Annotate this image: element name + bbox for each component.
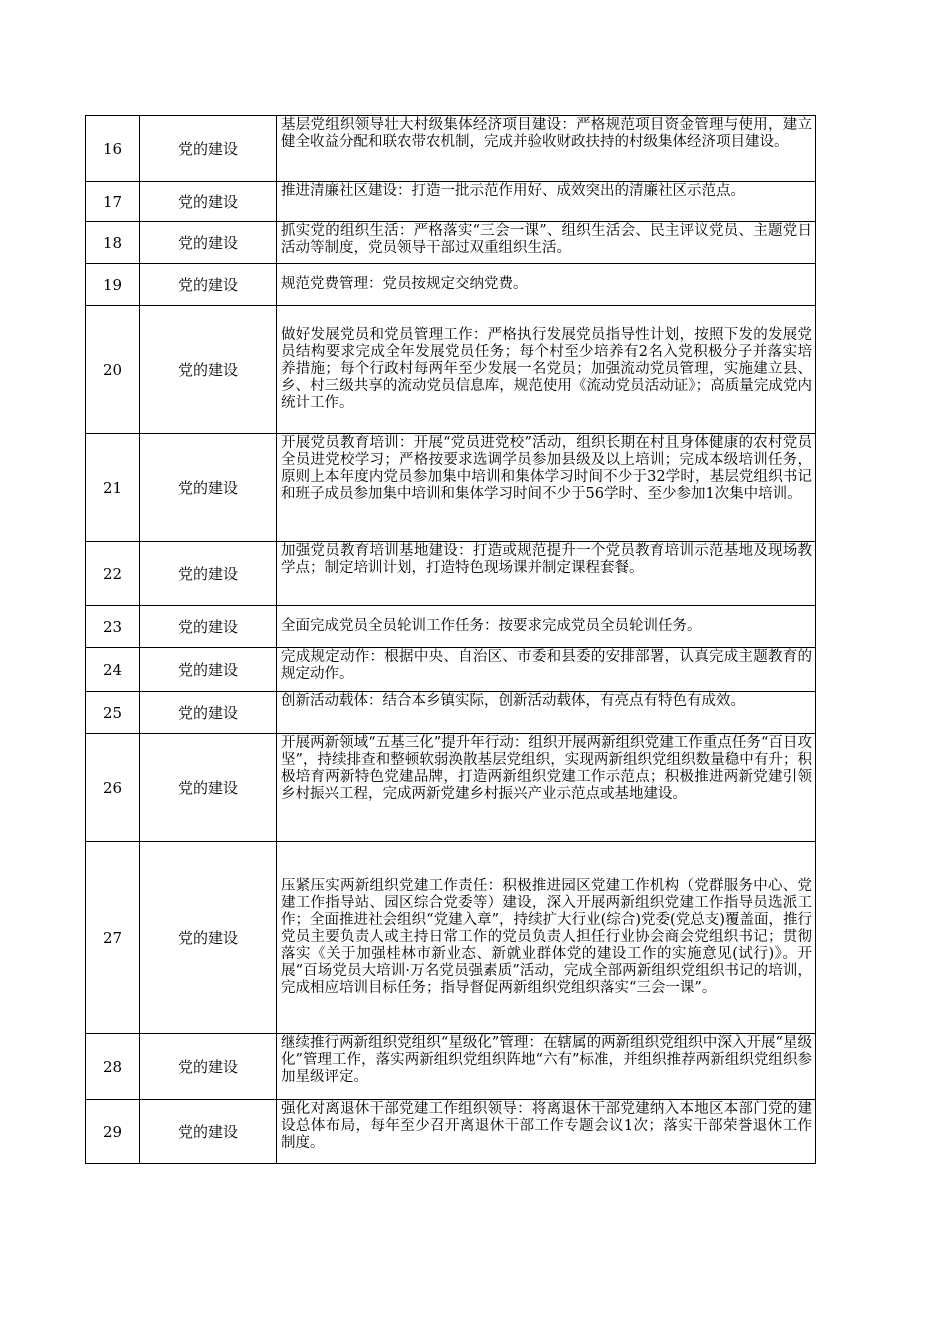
- row-category: 党的建设: [140, 692, 277, 734]
- table-row: [86, 606, 816, 648]
- row-number: 18: [86, 222, 140, 264]
- row-number: 17: [86, 182, 140, 222]
- table-row: [86, 734, 816, 842]
- row-content: 规范党费管理：党员按规定交纳党费。: [277, 264, 816, 306]
- table-row: [86, 264, 816, 306]
- row-category: 党的建设: [140, 434, 277, 542]
- row-category: 党的建设: [140, 222, 277, 264]
- row-content: 全面完成党员全员轮训工作任务：按要求完成党员全员轮训任务。: [277, 606, 816, 648]
- table-row: [86, 182, 816, 222]
- row-content: 压紧压实两新组织党建工作责任：积极推进园区党建工作机构（党群服务中心、党建工作指导站、园区综合党委等）建设，深入开展两新组织党建工作指导员选派工作；全面推进社会组织“党建入章”，持续扩大行业(综合)党委(党总支)覆盖面，推行党员主要负责人或主持日常工作的党员负责人担任行业协会商会党组织书记；贯彻落实《关于加强桂林市新业态、新就业群体党的建设工作的实施意见(试行)》。开展“百场党员大培训·万名党员强素质”活动，完成全部两新组织党组织书记的培训，完成相应培训目标任务；指导督促两新组织党组织落实“三会一课”。: [277, 842, 816, 1034]
- table-row: [86, 542, 816, 606]
- row-number: 26: [86, 734, 140, 842]
- row-category: 党的建设: [140, 842, 277, 1034]
- row-number: 25: [86, 692, 140, 734]
- table-row: [86, 1100, 816, 1164]
- table-row: [86, 1034, 816, 1100]
- task-table: [85, 115, 816, 1164]
- row-number: 16: [86, 116, 140, 182]
- row-content: 基层党组织领导壮大村级集体经济项目建设：严格规范项目资金管理与使用，建立健全收益分配和联农带农机制，完成并验收财政扶持的村级集体经济项目建设。: [277, 116, 816, 182]
- row-content: 推进清廉社区建设：打造一批示范作用好、成效突出的清廉社区示范点。: [277, 182, 816, 222]
- row-content: 开展党员教育培训：开展“党员进党校”活动，组织长期在村且身体健康的农村党员全员进党校学习；严格按要求选调学员参加县级及以上培训；完成本级培训任务，原则上本年度内党员参加集中培训和集体学习时间不少于32学时，基层党组织书记和班子成员参加集中培训和集体学习时间不少于56学时、至少参加1次集中培训。: [277, 434, 816, 542]
- row-category: 党的建设: [140, 648, 277, 692]
- table-row: [86, 434, 816, 542]
- table-row: [86, 648, 816, 692]
- row-content: 加强党员教育培训基地建设：打造或规范提升一个党员教育培训示范基地及现场教学点；制定培训计划，打造特色现场课并制定课程套餐。: [277, 542, 816, 606]
- row-content: 开展两新领域“五基三化”提升年行动：组织开展两新组织党建工作重点任务“百日攻坚”，持续排查和整顿软弱涣散基层党组织，实现两新组织党组织数量稳中有升；积极培育两新特色党建品牌，打造两新组织党建工作示范点；积极推进两新党建引领乡村振兴工程，完成两新党建乡村振兴产业示范点或基地建设。: [277, 734, 816, 842]
- row-content: 强化对离退休干部党建工作组织领导：将离退休干部党建纳入本地区本部门党的建设总体布局，每年至少召开离退休干部工作专题会议1次；落实干部荣誉退休工作制度。: [277, 1100, 816, 1164]
- row-number: 20: [86, 306, 140, 434]
- row-content: 做好发展党员和党员管理工作：严格执行发展党员指导性计划，按照下发的发展党员结构要求完成全年发展党员任务；每个村至少培养有2名入党积极分子并落实培养措施；每个行政村每两年至少发展一名党员；加强流动党员管理，实施建立县、乡、村三级共享的流动党员信息库，规范使用《流动党员活动证》；高质量完成党内统计工作。: [277, 306, 816, 434]
- table-row: [86, 842, 816, 1034]
- row-category: 党的建设: [140, 542, 277, 606]
- row-number: 28: [86, 1034, 140, 1100]
- row-category: 党的建设: [140, 1100, 277, 1164]
- row-category: 党的建设: [140, 606, 277, 648]
- row-category: 党的建设: [140, 1034, 277, 1100]
- row-number: 22: [86, 542, 140, 606]
- row-category: 党的建设: [140, 182, 277, 222]
- row-number: 23: [86, 606, 140, 648]
- row-number: 19: [86, 264, 140, 306]
- row-number: 21: [86, 434, 140, 542]
- row-content: 完成规定动作：根据中央、自治区、市委和县委的安排部署，认真完成主题教育的规定动作。: [277, 648, 816, 692]
- row-content: 继续推行两新组织党组织“星级化”管理：在辖属的两新组织党组织中深入开展“星级化”管理工作，落实两新组织党组织阵地“六有”标准，并组织推荐两新组织党组织参加星级评定。: [277, 1034, 816, 1100]
- row-category: 党的建设: [140, 306, 277, 434]
- table-row: [86, 116, 816, 182]
- row-content: 创新活动载体：结合本乡镇实际，创新活动载体，有亮点有特色有成效。: [277, 692, 816, 734]
- row-category: 党的建设: [140, 116, 277, 182]
- row-category: 党的建设: [140, 734, 277, 842]
- table-row: [86, 222, 816, 264]
- table-row: [86, 692, 816, 734]
- row-number: 29: [86, 1100, 140, 1164]
- row-number: 27: [86, 842, 140, 1034]
- row-content: 抓实党的组织生活：严格落实“三会一课”、组织生活会、民主评议党员、主题党日活动等制度，党员领导干部过双重组织生活。: [277, 222, 816, 264]
- table-row: [86, 306, 816, 434]
- row-category: 党的建设: [140, 264, 277, 306]
- row-number: 24: [86, 648, 140, 692]
